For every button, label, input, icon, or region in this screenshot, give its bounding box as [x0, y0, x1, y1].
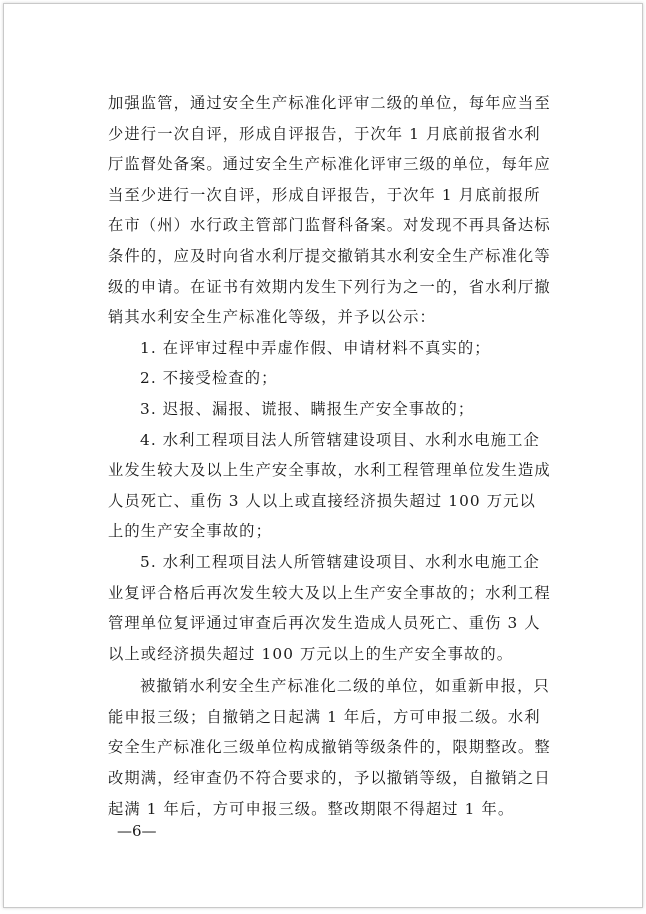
list-item-5: 5. 水利工程项目法人所管辖建设项目、水利水电施工企业复评合格后再次发生较大及以上生产安全事故的；水利工程管理单位复评通过审查后再次发生造成人员死亡、重伤 3 人以上或经济损失超过 100 万元以上的生产安全事故的。 [108, 552, 551, 663]
paragraph-continued: 加强监管，通过安全生产标准化评审二级的单位，每年应当至少进行一次自评，形成自评报告，于次年 1 月底前报省水利厅监督处备案。通过安全生产标准化评审三级的单位，每年应当至少进行一次自评，形成自评报告，于次年 1 月底前报所在市（州）水行政主管部门监督科备案。对发现不再具备达标条件的，应及时向省水利厅提交撤销其水利安全生产标准化等级的申请。在证书有效期内发生下列行为之一的，省水利厅撤销其水利安全生产标准化等级，并予以公示： [108, 94, 551, 327]
document-page [3, 3, 643, 908]
list-item-2: 2. 不接受检查的； [140, 369, 278, 388]
closing-paragraph: 被撤销水利安全生产标准化二级的单位，如重新申报，只能申报三级；自撤销之日起满 1 年后，方可申报二级。水利安全生产标准化三级单位构成撤销等级条件的，限期整改。整改期满，经审查仍不符合要求的，予以撤销等级，自撤销之日起满 1 年后，方可申报三级。整改期限不得超过 1 年。 [108, 677, 551, 818]
list-item-3: 3. 迟报、漏报、谎报、瞒报生产安全事故的； [140, 399, 475, 418]
list-item-1: 1. 在评审过程中弄虚作假、申请材料不真实的； [140, 338, 491, 357]
document-body [108, 88, 552, 824]
list-item-4: 4. 水利工程项目法人所管辖建设项目、水利水电施工企业发生较大及以上生产安全事故，水利工程管理单位发生造成人员死亡、重伤 3 人以上或直接经济损失超过 100 万元以上的生产安全事故的； [108, 430, 551, 541]
page-number: —6— [117, 822, 157, 840]
